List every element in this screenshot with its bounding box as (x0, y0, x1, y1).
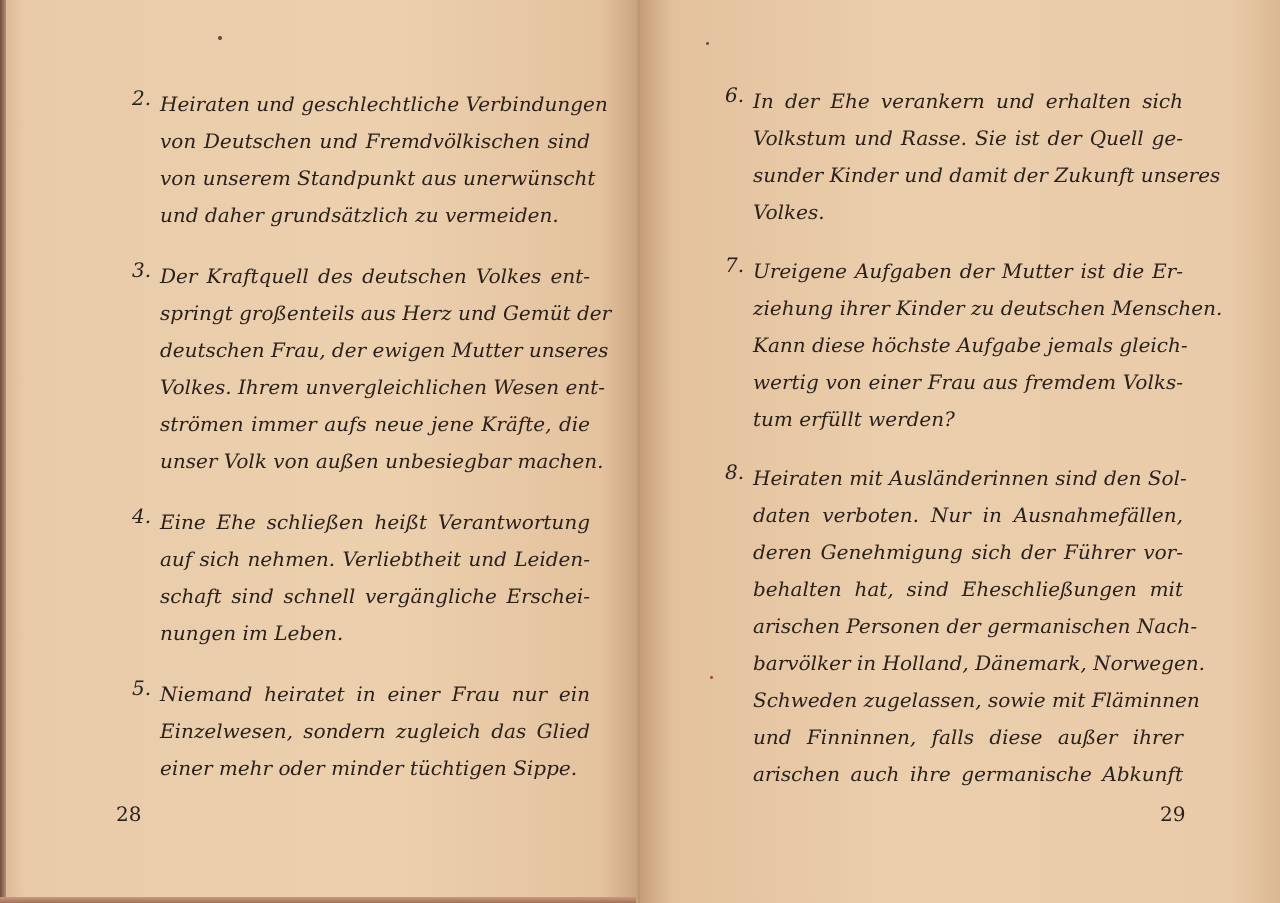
text-line: einer mehr oder minder tüchtigen Sippe. (160, 756, 578, 780)
item-number: 7. (725, 253, 745, 277)
text-line: arischen Personen der germanischen Nach- (753, 614, 1198, 638)
text-line: deutschen Frau, der ewigen Mutter unseres (160, 338, 609, 362)
text-line: und Finninnen, falls diese außer ihrer (753, 725, 1183, 749)
text-line: unser Volk von außen unbesiegbar machen. (160, 449, 604, 473)
list-item (132, 258, 612, 480)
ink-speck (218, 36, 222, 40)
text-line: Volkes. (753, 200, 825, 224)
text-line: tum erfüllt werden? (753, 407, 955, 431)
item-number: 8. (725, 460, 745, 484)
text-line: Einzelwesen, sondern zugleich das Glied (160, 719, 590, 743)
ink-speck (706, 42, 709, 45)
book-edge (0, 0, 6, 903)
text-line: nungen im Leben. (160, 621, 344, 645)
page-number: 29 (1160, 802, 1186, 826)
text-line: von unserem Standpunkt aus unerwünscht (160, 166, 596, 190)
page-bottom-edge (0, 897, 640, 903)
list-item (725, 460, 1206, 793)
text-line: Eine Ehe schließen heißt Verantwortung (160, 510, 590, 534)
text-line: Der Kraftquell des deutschen Volkes ent- (160, 264, 590, 288)
list-item (132, 86, 608, 234)
text-line: arischen auch ihre germanische Abkunft (753, 762, 1183, 786)
text-line: Heiraten mit Ausländerinnen sind den Sol- (753, 466, 1187, 490)
item-number: 4. (132, 504, 152, 528)
text-line: In der Ehe verankern und erhalten sich (753, 89, 1183, 113)
list-item (725, 253, 1223, 438)
right-text-block (725, 83, 1223, 793)
text-line: Kann diese höchste Aufgabe jemals gleich- (753, 333, 1188, 357)
text-line: sunder Kinder und damit der Zukunft unseres (753, 163, 1221, 187)
text-line: Volkstum und Rasse. Sie ist der Quell ge- (753, 126, 1183, 150)
text-line: von Deutschen und Fremdvölkischen sind (160, 129, 590, 153)
item-number: 3. (132, 258, 152, 282)
text-line: und daher grundsätzlich zu vermeiden. (160, 203, 559, 227)
left-text-block (132, 86, 612, 787)
item-number: 6. (725, 83, 745, 107)
text-line: schaft sind schnell vergängliche Erschei- (160, 584, 590, 608)
text-line: barvölker in Holland, Dänemark, Norwegen. (753, 651, 1206, 675)
text-line: behalten hat, sind Eheschließungen mit (753, 577, 1183, 601)
text-line: wertig von einer Frau aus fremdem Volks- (753, 370, 1183, 394)
text-line: springt großenteils aus Herz und Gemüt der (160, 301, 612, 325)
text-line: Ureigene Aufgaben der Mutter ist die Er- (753, 259, 1183, 283)
text-line: ziehung ihrer Kinder zu deutschen Menschen. (753, 296, 1223, 320)
text-line: auf sich nehmen. Verliebtheit und Leiden- (160, 547, 590, 571)
text-line: Volkes. Ihrem unvergleichlichen Wesen ent- (160, 375, 606, 399)
text-line: Heiraten und geschlechtliche Verbindungen (160, 92, 608, 116)
list-item (725, 83, 1221, 231)
text-line: daten verboten. Nur in Ausnahmefällen, (753, 503, 1183, 527)
text-line: strömen immer aufs neue jene Kräfte, die (160, 412, 590, 436)
list-item (132, 504, 590, 652)
text-line: deren Genehmigung sich der Führer vor- (753, 540, 1183, 564)
list-item (132, 676, 590, 787)
page-number: 28 (116, 802, 142, 826)
text-line: Schweden zugelassen, sowie mit Fläminnen (753, 688, 1200, 712)
text-line: Niemand heiratet in einer Frau nur ein (160, 682, 590, 706)
item-number: 2. (132, 86, 152, 110)
item-number: 5. (132, 676, 152, 700)
ink-speck (710, 676, 713, 679)
